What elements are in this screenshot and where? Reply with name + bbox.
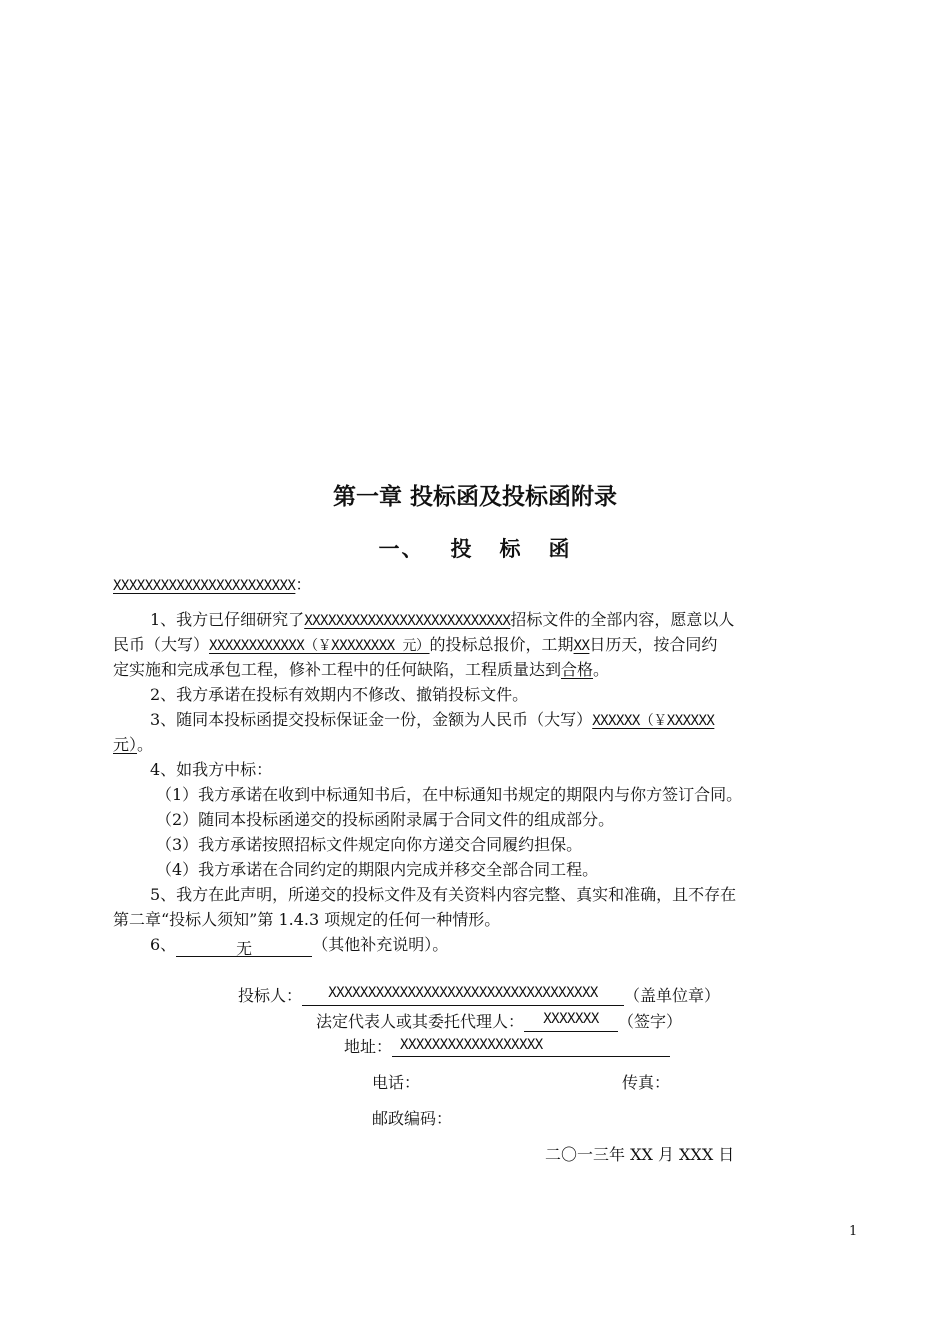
item-1-text: 的投标总报价，工期	[429, 635, 574, 654]
item-1-text: 1、我方已仔细研究了	[150, 610, 305, 629]
item-1-text: 民币（大写）	[113, 635, 210, 654]
rep-suffix: （签字）	[618, 1012, 683, 1031]
page-number: 1	[849, 1224, 858, 1239]
bidder-line	[238, 983, 720, 1006]
deposit-amount: XXXXXX（￥XXXXXX	[592, 713, 715, 729]
section-title-part: 一、	[378, 537, 425, 561]
deposit-amount-end: 元）	[113, 735, 138, 754]
item-4-sub: （4）我方承诺在合同约定的期限内完成并移交全部合同工程。	[156, 860, 599, 879]
section-title	[0, 533, 950, 563]
chapter-title: 第一章 投标函及投标函附录	[332, 484, 617, 510]
item-1	[113, 607, 861, 957]
bidder-value: XXXXXXXXXXXXXXXXXXXXXXXXXXXXXXXXXX	[302, 985, 624, 1006]
item-1-text: 招标文件的全部内容，愿意以人	[510, 610, 735, 629]
rep-value: XXXXXXX	[524, 1011, 618, 1032]
rep-line	[316, 1009, 682, 1032]
item-3-text: 。	[137, 735, 154, 754]
item-4-sub: （2）随同本投标函递交的投标函附录属于合同文件的组成部分。	[156, 810, 615, 829]
item-3-text: 3、随同本投标函提交投标保证金一份，金额为人民币（大写）	[150, 710, 593, 729]
item-5-line-1: 5、我方在此声明，所递交的投标文件及有关资料内容完整、真实和准确，且不存在	[150, 885, 737, 904]
item-1-text: 定实施和完成承包工程，修补工程中的任何缺陷，工程质量达到	[113, 660, 562, 679]
bidder-suffix: （盖单位章）	[624, 986, 721, 1005]
postcode-label: 邮政编码：	[372, 1109, 453, 1128]
section-title-part: 投	[450, 537, 474, 561]
section-title-part: 函	[548, 537, 572, 561]
item-3-line-1	[113, 707, 861, 732]
addressee: XXXXXXXXXXXXXXXXXXXXXXX	[113, 578, 296, 594]
section-title-part: 标	[499, 537, 523, 561]
item-6-prefix: 6、	[150, 935, 177, 954]
bidder-label: 投标人：	[238, 986, 303, 1005]
item-4-sub: （3）我方承诺按照招标文件规定向你方递交合同履约担保。	[156, 835, 583, 854]
item-1-text: 。	[593, 660, 610, 679]
item-1-line-3	[113, 657, 861, 682]
letter-body	[113, 572, 861, 597]
address-line	[344, 1034, 670, 1057]
date: 二〇一三年 XX 月 XXX 日	[545, 1145, 735, 1164]
item-4-sub: （1）我方承诺在收到中标通知书后，在中标通知书规定的期限内与你方签订合同。	[156, 785, 743, 804]
item-5-line-2: 第二章“投标人须知”第 1.4.3 项规定的任何一种情形。	[113, 910, 501, 929]
duration-days: XX	[573, 638, 590, 654]
fax-label: 传真：	[622, 1073, 671, 1092]
item-1-line-2	[113, 632, 861, 657]
item-6-value: 无	[176, 936, 312, 957]
addressee-suffix: ：	[295, 575, 312, 594]
address-label: 地址：	[344, 1037, 393, 1056]
rep-label: 法定代表人或其委托代理人：	[316, 1012, 525, 1031]
item-1-line-1	[113, 607, 861, 632]
project-name: XXXXXXXXXXXXXXXXXXXXXXXXXX	[304, 613, 511, 629]
item-6-suffix: （其他补充说明）。	[312, 935, 449, 954]
item-4: 4、如我方中标：	[150, 760, 273, 779]
quality-standard: 合格	[561, 660, 594, 679]
item-2: 2、我方承诺在投标有效期内不修改、撤销投标文件。	[150, 685, 529, 704]
addressee-line	[113, 572, 861, 597]
address-value: XXXXXXXXXXXXXXXXXX	[392, 1037, 670, 1057]
phone-label: 电话：	[372, 1073, 421, 1092]
item-3-line-2	[113, 732, 861, 757]
bid-amount: XXXXXXXXXXXX（￥XXXXXXXX 元）	[209, 638, 430, 654]
item-1-text: 日历天，按合同约	[589, 635, 718, 654]
item-6	[113, 932, 861, 957]
